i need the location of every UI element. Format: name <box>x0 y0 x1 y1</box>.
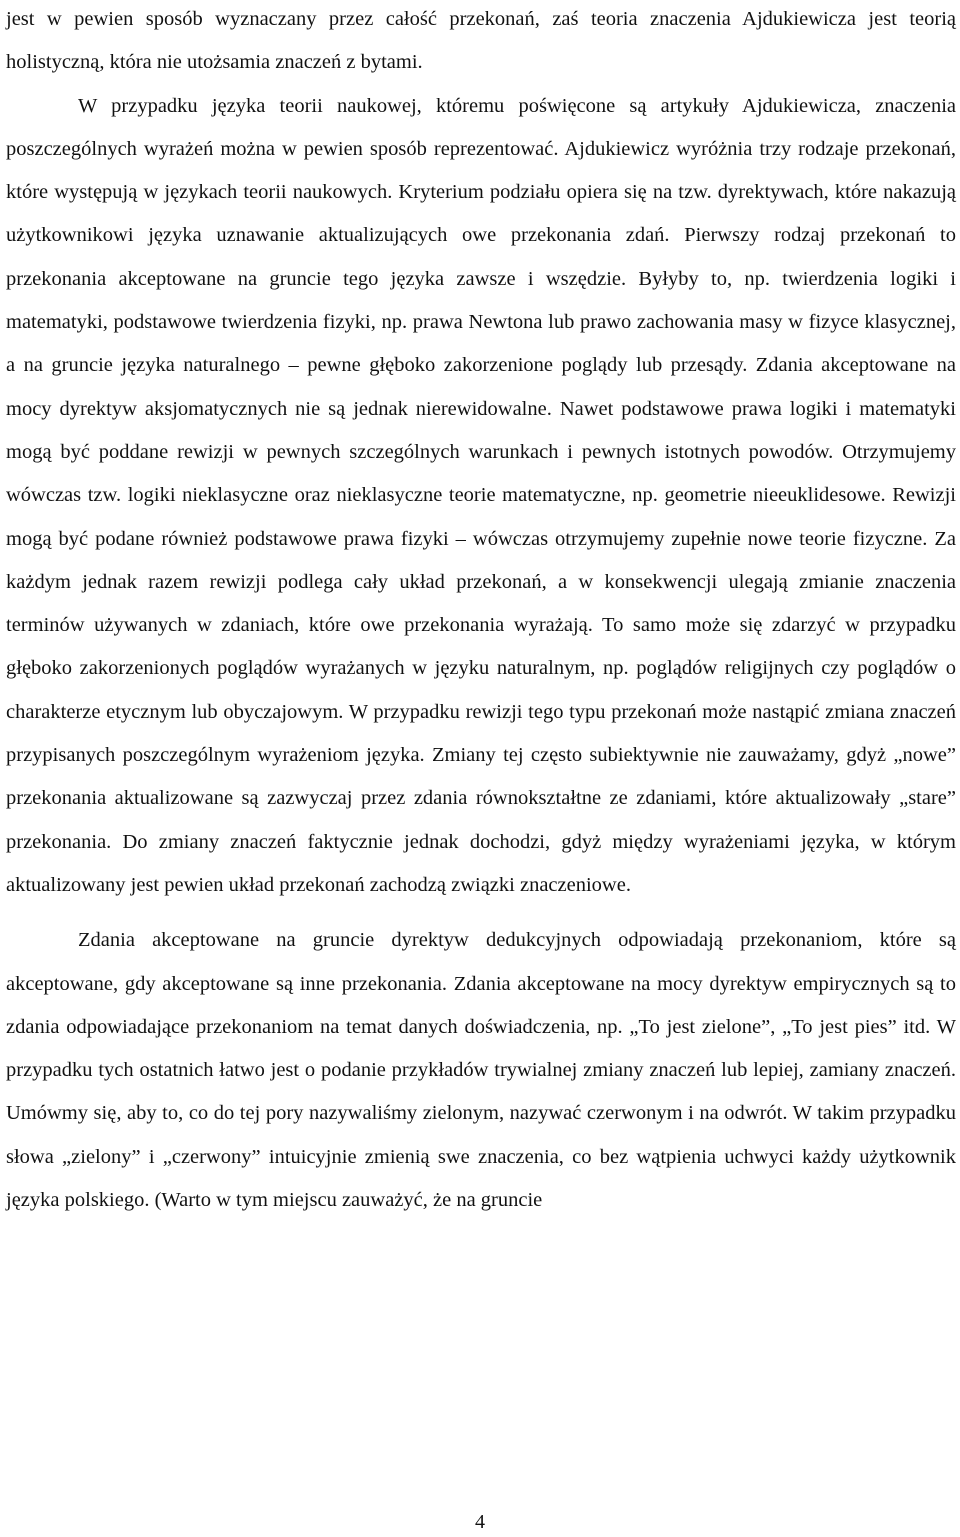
paragraph-language-of-science: W przypadku języka teorii naukowej, któremu poświęcone są artykuły Ajdukiewicza, znaczenia poszczególnych wyrażeń można w pewien sposób reprezentować. Ajdukiewicz wyróżnia trzy rodzaje przekonań, które występują w językach teorii naukowych. Kryterium podziału opiera się na tzw. dyrektywach, które nakazują użytkownikowi języka uznawanie aktualizujących owe przekonania zdań. Pierwszy rodzaj przekonań to przekonania akceptowane na gruncie tego języka zawsze i wszędzie. Byłyby to, np. twierdzenia logiki i matematyki, podstawowe twierdzenia fizyki, np. prawa Newtona lub prawo zachowania masy w fizyce klasycznej, a na gruncie języka naturalnego – pewne głęboko zakorzenione poglądy lub przesądy. Zdania akceptowane na mocy dyrektyw aksjomatycznych nie są jednak nierewidowalne. Nawet podstawowe prawa logiki i matematyki mogą być poddane rewizji w pewnych szczególnych warunkach i pewnych istotnych powodów. Otrzymujemy wówczas tzw. logiki nieklasyczne oraz nieklasyczne teorie matematyczne, np. geometrie nieeuklidesowe. Rewizji mogą być podane również podstawowe prawa fizyki – wówczas otrzymujemy zupełnie nowe teorie fizyczne. Za każdym jednak razem rewizji podlega cały układ przekonań, a w konsekwencji ulegają zmianie znaczenia terminów używanych w zdaniach, które owe przekonania wyrażają. To samo może się zdarzyć w przypadku głęboko zakorzenionych poglądów wyrażanych w języku naturalnym, np. poglądów religijnych czy poglądów o charakterze etycznym lub obyczajowym. W przypadku rewizji tego typu przekonań może nastąpić zmiana znaczeń przypisanych poszczególnym wyrażeniom języka. Zmiany tej często subiektywnie nie zauważamy, gdyż „nowe” przekonania aktualizowane są zazwyczaj przez zdania równokształtne ze zdaniami, które aktualizowały „stare” przekonania. Do zmiany znaczeń faktycznie jednak dochodzi, gdyż między wyrażeniami języka, w którym aktualizowany jest pewien układ przekonań zachodzą związki znaczeniowe. <box>6 94 956 896</box>
paragraph-deductive-directives: Zdania akceptowane na gruncie dyrektyw dedukcyjnych odpowiadają przekonaniom, które są akceptowane, gdy akceptowane są inne przekonania. Zdania akceptowane na mocy dyrektyw empirycznych są to zdania odpowiadające przekonaniom na temat danych doświadczenia, np. „To jest zielone”, „To jest pies” itd. W przypadku tych ostatnich łatwo jest o podanie przykładów trywialnej zmiany znaczeń lub lepiej, zamiany znaczeń. Umówmy się, aby to, co do tej pory nazywaliśmy zielonym, nazywać czerwonym i na odwrót. W takim przypadku słowa „zielony” i „czerwony” intuicyjnie zmienią swe znaczenia, co bez wątpienia uchwyci każdy użytkownik języka polskiego. (Warto w tym miejscu zauważyć, że na gruncie <box>6 929 956 1212</box>
page-number: 4 <box>475 1511 485 1533</box>
paragraph-continuation: jest w pewien sposób wyznaczany przez całość przekonań, zaś teoria znaczenia Ajdukiewicza jest teorią holistyczną, która nie utożsamia znaczeń z bytami. <box>6 8 956 74</box>
document-body <box>6 0 956 1222</box>
